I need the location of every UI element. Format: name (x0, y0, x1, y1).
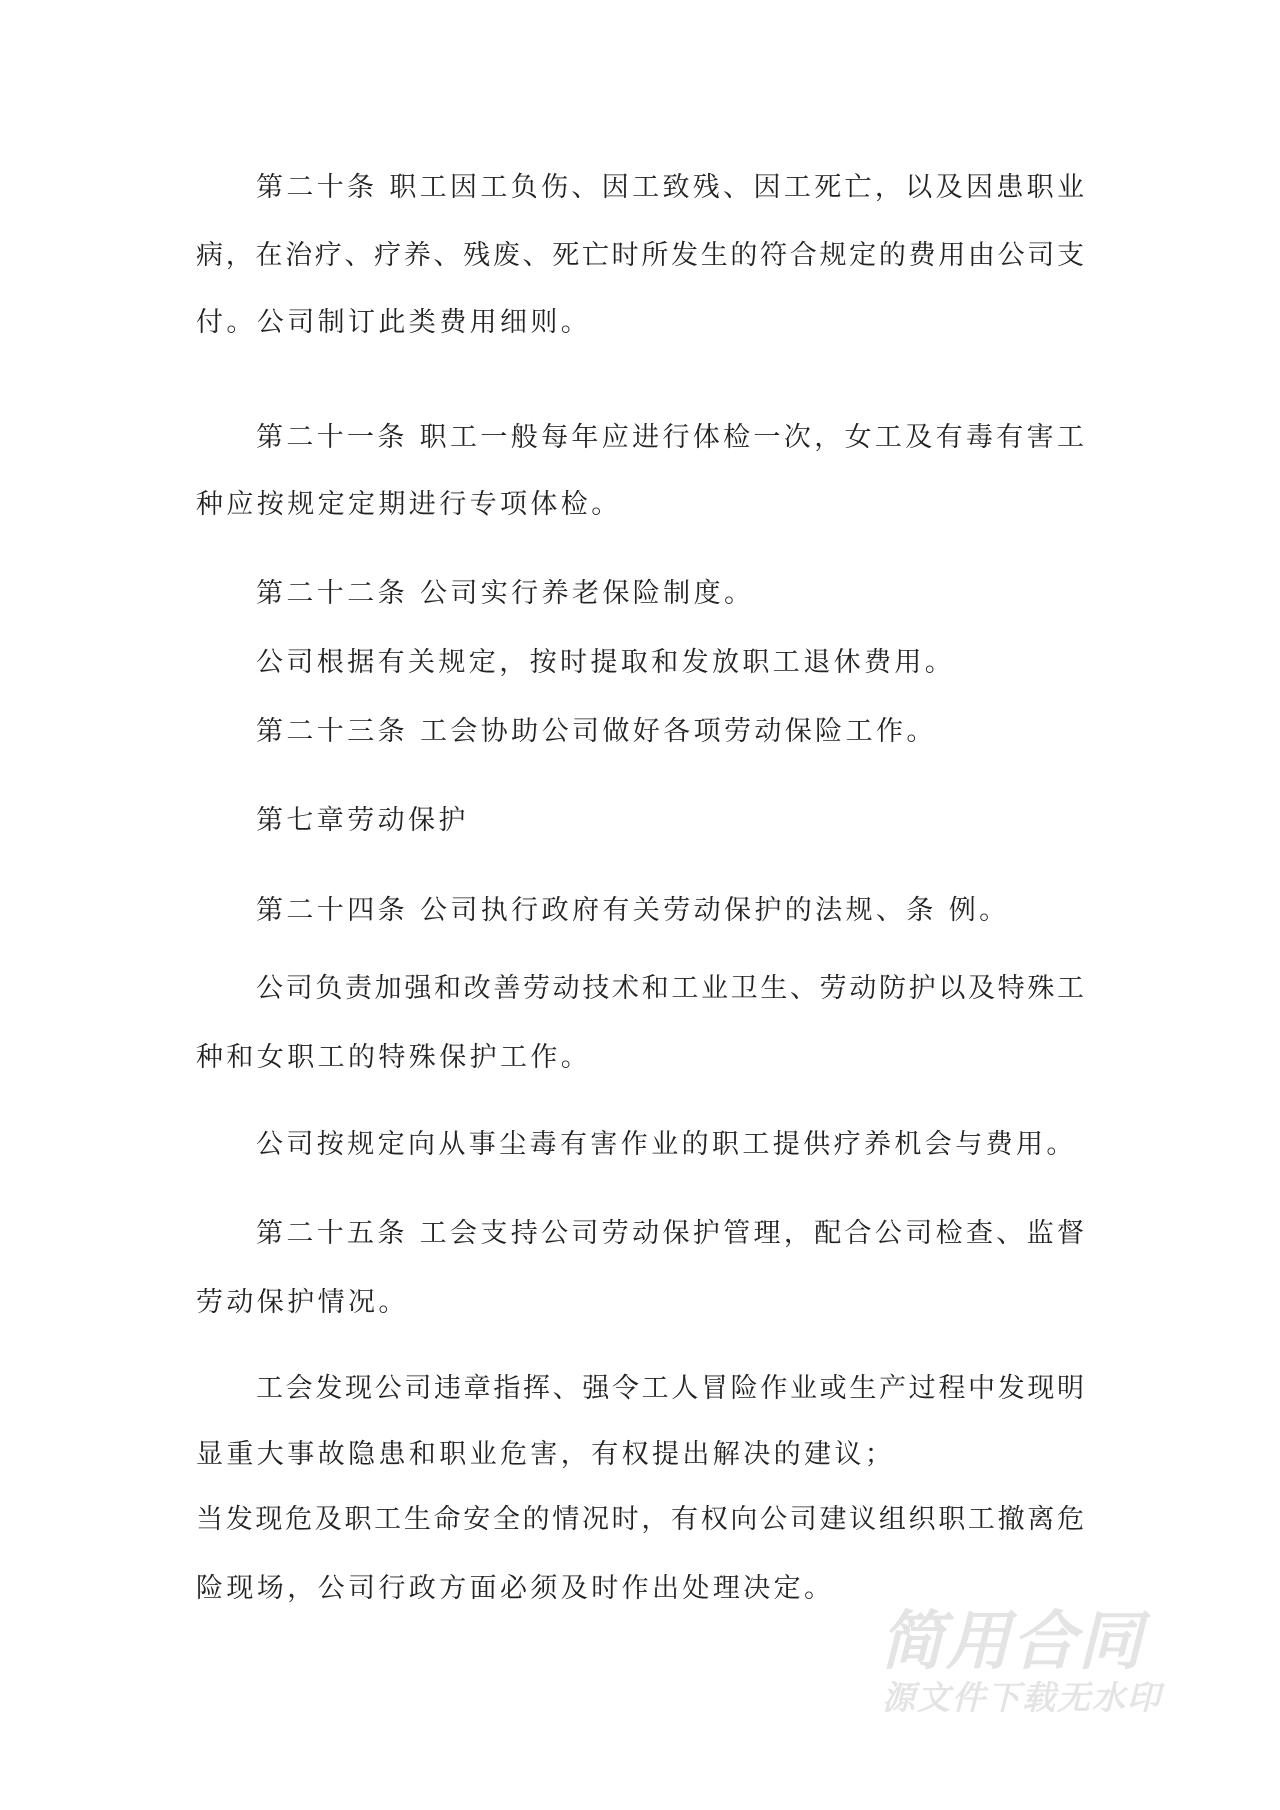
text-line: 当发现危及职工生命安全的情况时，有权向公司建议组织职工撤离危 (196, 1504, 1084, 1535)
text-line: 第二十四条 公司执行政府有关劳动保护的法规、条 例。 (256, 895, 1010, 926)
text-line: 种应按规定定期进行专项体检。 (196, 489, 622, 520)
text-line: 劳动保护情况。 (196, 1287, 409, 1318)
text-line: 公司根据有关规定，按时提取和发放职工退休费用。 (256, 647, 956, 678)
text-line: 付。公司制订此类费用细则。 (196, 307, 592, 338)
text-line: 第二十三条 工会协助公司做好各项劳动保险工作。 (256, 716, 937, 747)
text-line: 第二十条 职工因工负伤、因工致残、因工死亡，以及因患职业 (256, 172, 1084, 203)
text-line: 险现场，公司行政方面必须及时作出处理决定。 (196, 1573, 835, 1604)
watermark-title: 简用合同 (880, 1605, 1144, 1679)
text-line: 显重大事故隐患和职业危害，有权提出解决的建议； (196, 1439, 896, 1470)
text-line: 第二十五条 工会支持公司劳动保护管理，配合公司检查、监督 (256, 1218, 1084, 1249)
text-line: 第二十一条 职工一般每年应进行体检一次，女工及有毒有害工 (256, 422, 1084, 453)
text-line: 公司负责加强和改善劳动技术和工业卫生、劳动防护以及特殊工 (256, 973, 1084, 1004)
text-line: 工会发现公司违章指挥、强令工人冒险作业或生产过程中发现明 (256, 1373, 1084, 1404)
text-line: 病，在治疗、疗养、残废、死亡时所发生的符合规定的费用由公司支 (196, 240, 1084, 271)
text-line: 种和女职工的特殊保护工作。 (196, 1042, 592, 1073)
text-line: 公司按规定向从事尘毒有害作业的职工提供疗养机会与费用。 (256, 1129, 1077, 1160)
chapter-heading: 第七章劳动保护 (256, 805, 469, 836)
text-line: 第二十二条 公司实行养老保险制度。 (256, 578, 755, 609)
watermark-subtitle: 源文件下载无水印 (882, 1678, 1162, 1717)
